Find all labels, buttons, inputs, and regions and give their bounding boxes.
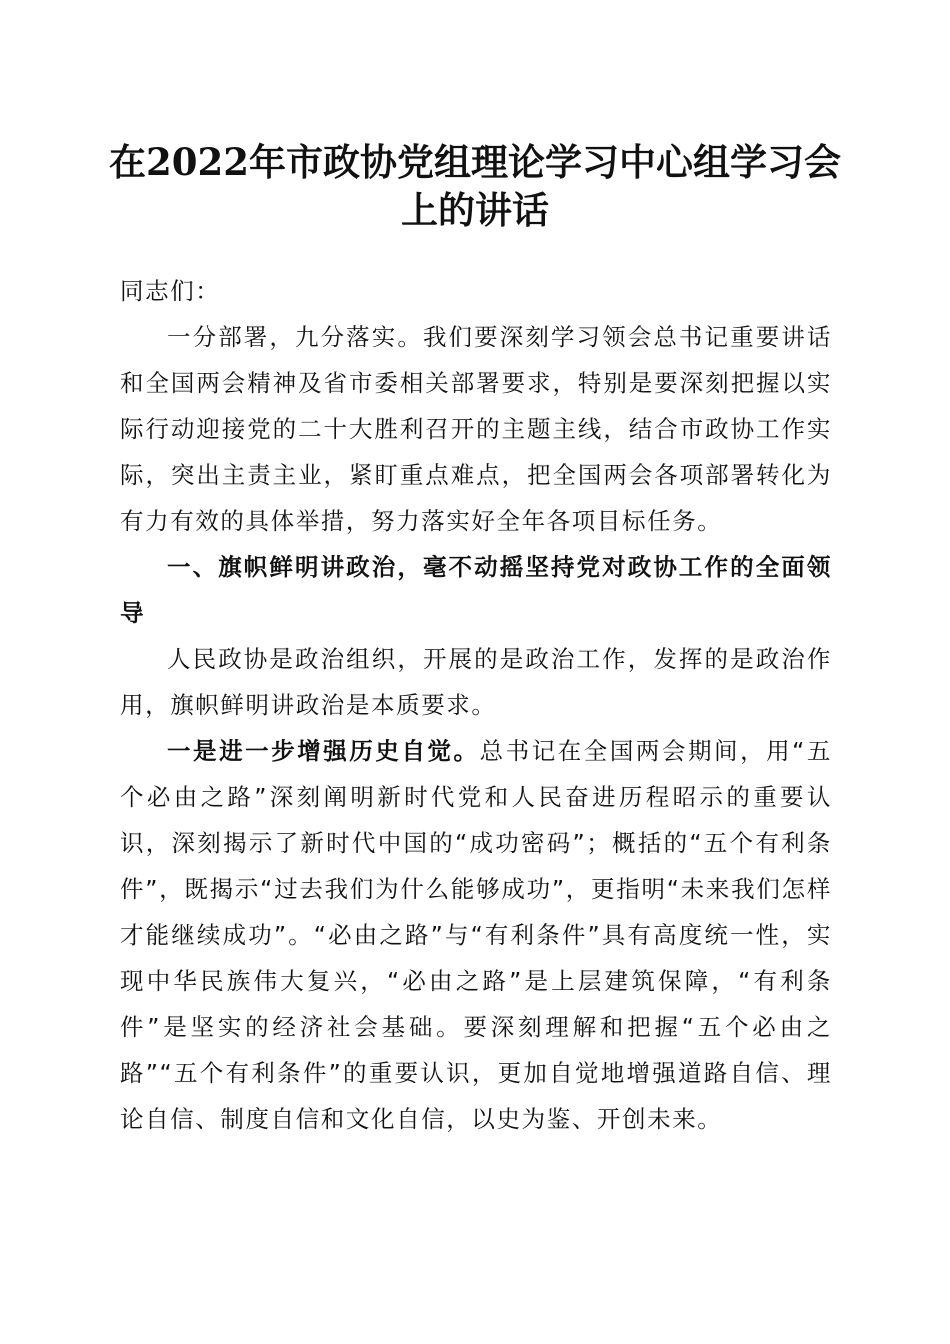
document-body — [120, 268, 832, 1142]
document-title: 在2022年市政协党组理论学习中心组学习会上的讲话 — [109, 140, 841, 232]
section-heading: 一、旗帜鲜明讲政治，毫不动摇坚持党对政协工作的全面领导 — [120, 553, 832, 627]
section-paragraph: 人民政协是政治组织，开展的是政治工作，发挥的是政治作用，旗帜鲜明讲政治是本质要求。 — [120, 645, 832, 719]
greeting: 同志们： — [120, 277, 221, 305]
point-lead: 一是进一步增强历史自觉。 — [167, 737, 480, 765]
point-paragraph — [120, 728, 832, 1142]
intro-paragraph: 一分部署，九分落实。我们要深刻学习领会总书记重要讲话和全国两会精神及省市委相关部署要求，特别是要深刻把握以实际行动迎接党的二十大胜利召开的主题主线，结合市政协工作实际，突出主责主业，紧盯重点难点，把全国两会各项部署转化为有力有效的具体举措，努力落实好全年各项目标任务。 — [120, 323, 832, 535]
point-text: 总书记在全国两会期间，用“五个必由之路”深刻阐明新时代党和人民奋进历程昭示的重要认识，深刻揭示了新时代中国的“成功密码”；概括的“五个有利条件”，既揭示“过去我们为什么能够成功”，更指明“未来我们怎样才能继续成功”。“必由之路”与“有利条件”具有高度统一性，实现中华民族伟大复兴，“必由之路”是上层建筑保障，“有利条件”是坚实的经济社会基础。要深刻理解和把握“五个必由之路”“五个有利条件”的重要认识，更加自觉地增强道路自信、理论自信、制度自信和文化自信，以史为鉴、开创未来。 — [120, 737, 833, 1133]
